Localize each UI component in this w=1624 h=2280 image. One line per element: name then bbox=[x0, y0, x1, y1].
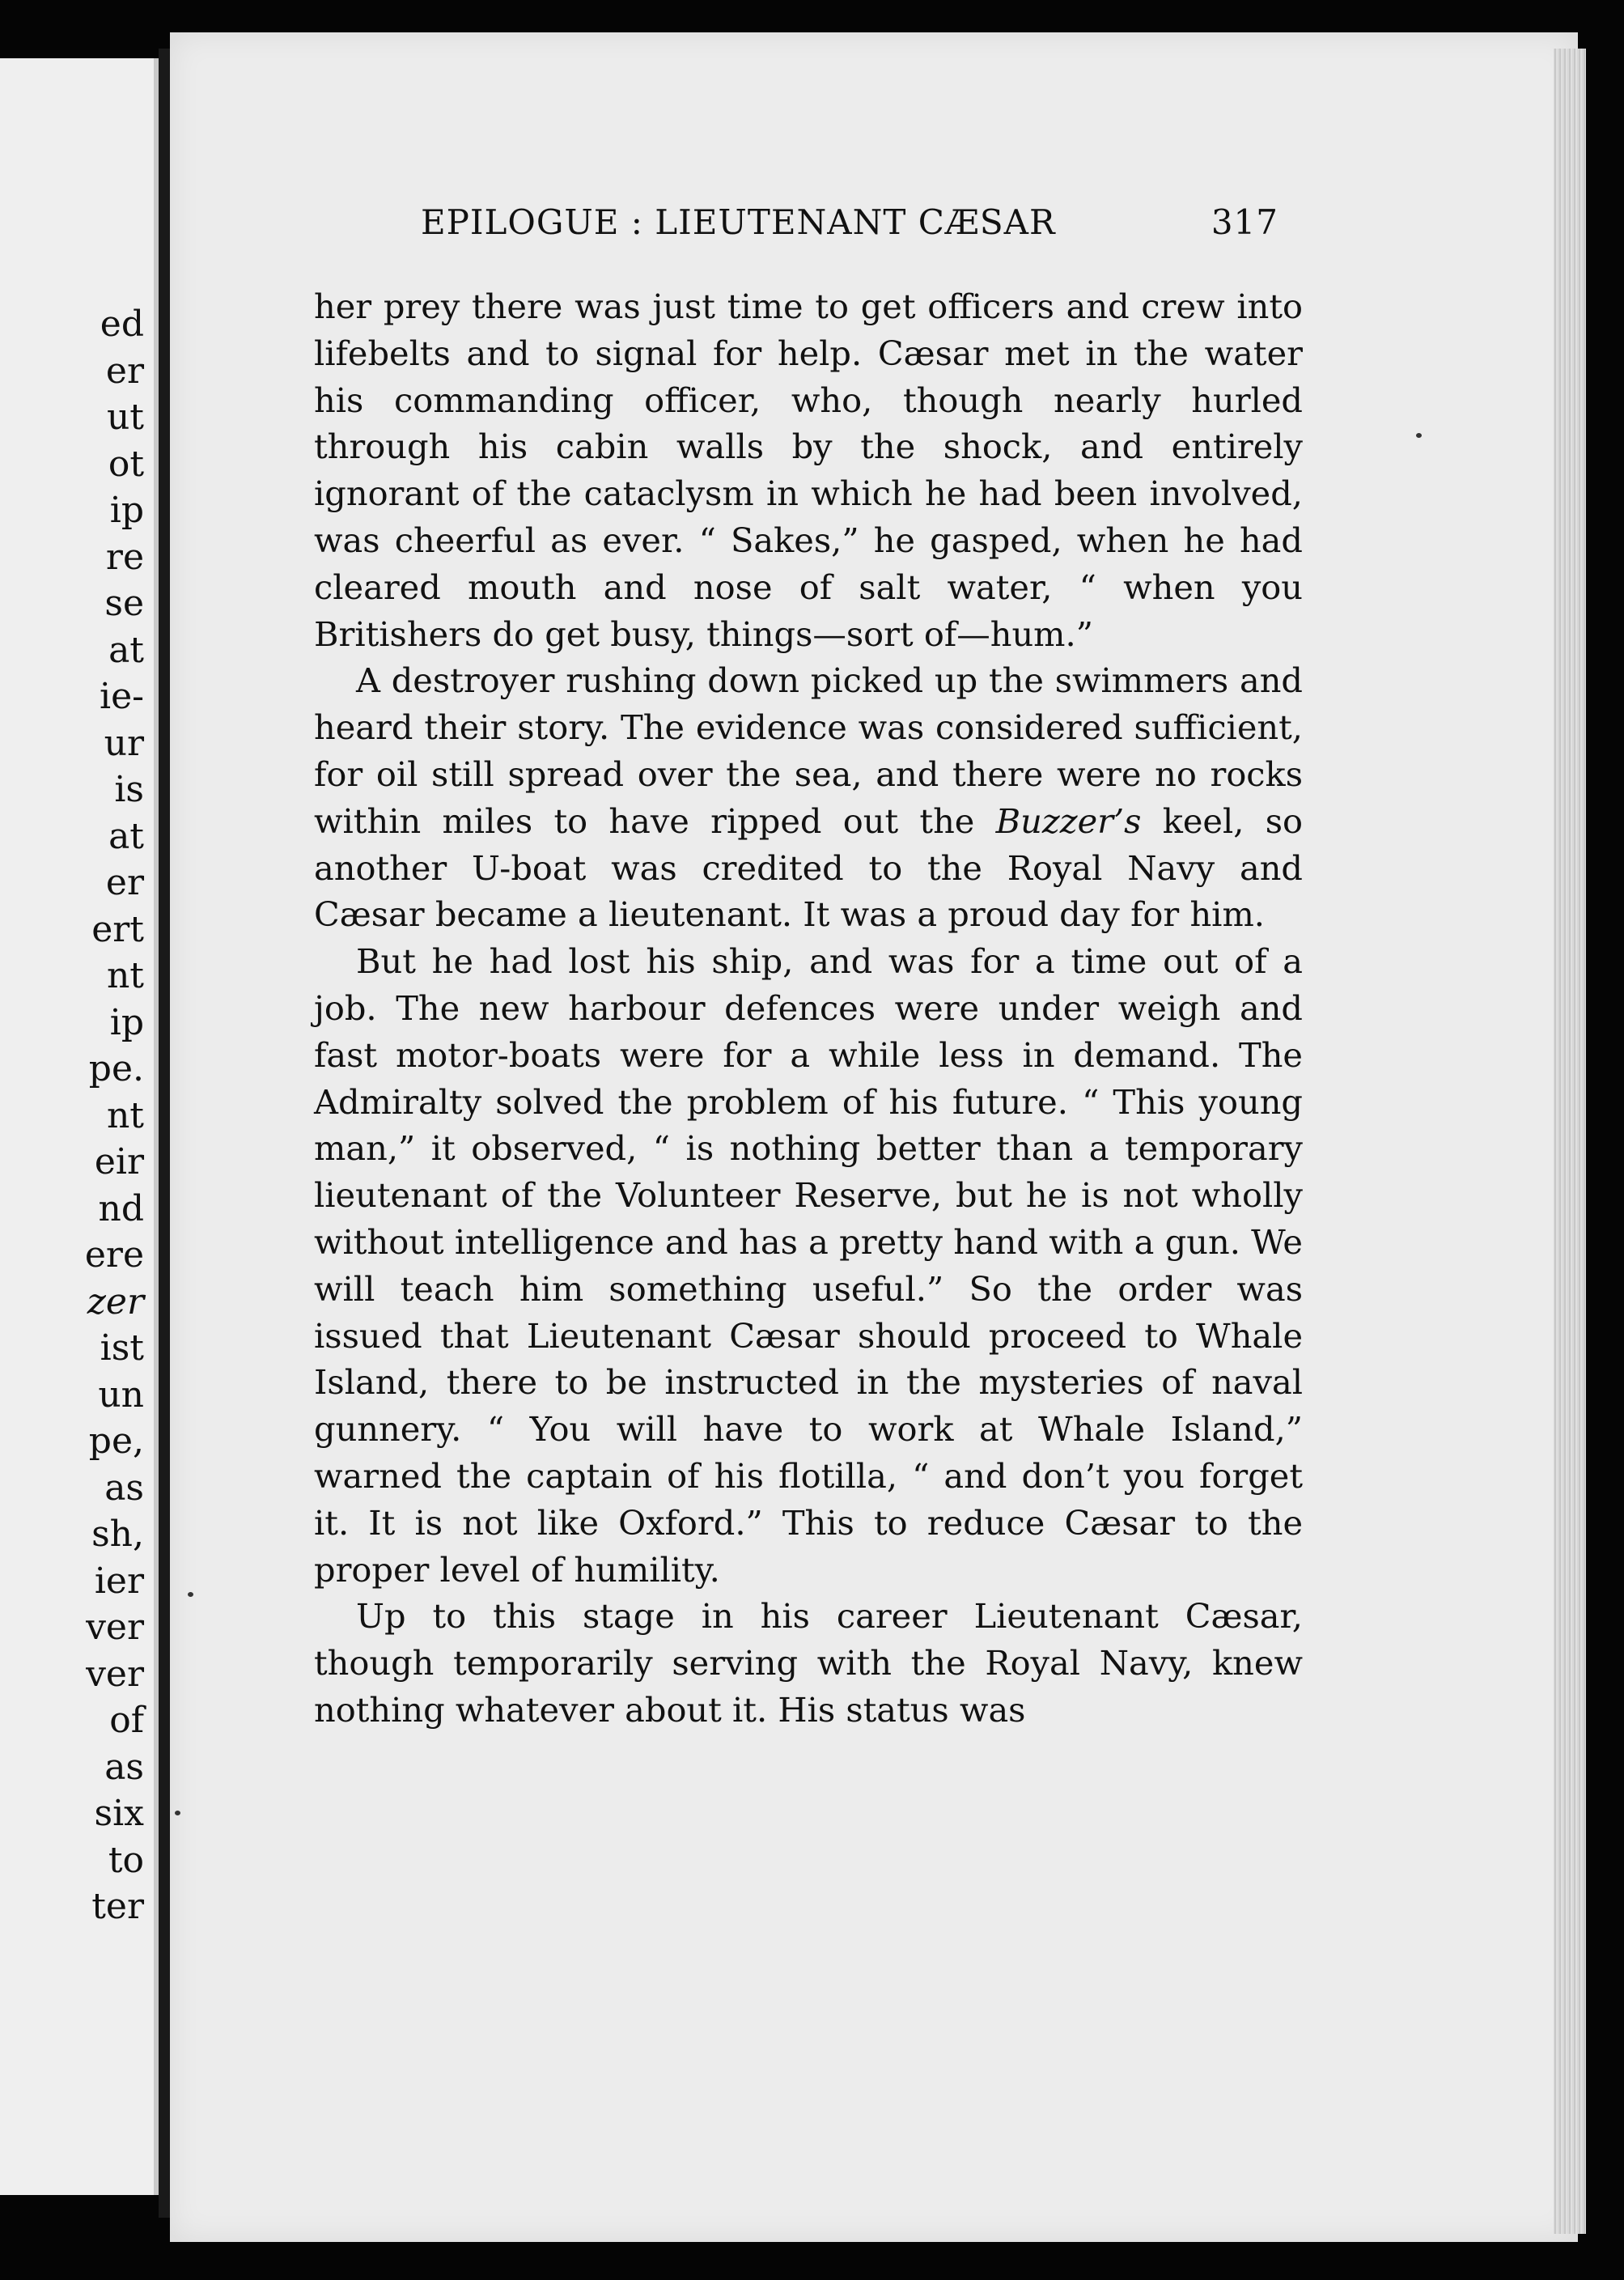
left-fragment: er bbox=[105, 862, 144, 903]
left-fragment: ed bbox=[100, 304, 144, 345]
left-fragment: nt bbox=[106, 1094, 144, 1136]
left-fragment: ver bbox=[86, 1607, 144, 1648]
ship-name: Buzzer’s bbox=[995, 800, 1142, 841]
running-head-title: EPILOGUE : LIEUTENANT CÆSAR bbox=[421, 202, 1056, 242]
left-fragment: sh, bbox=[91, 1514, 144, 1555]
left-fragment: eir bbox=[94, 1141, 144, 1182]
page-edge-stack bbox=[1554, 49, 1586, 2234]
left-fragment: is bbox=[114, 769, 144, 810]
left-fragment: ip bbox=[109, 490, 144, 531]
page-number: 317 bbox=[1211, 202, 1278, 242]
paragraph bbox=[314, 657, 1303, 938]
left-fragment: ver bbox=[86, 1653, 144, 1695]
paragraph: Up to this stage in his career Lieutenant Cæsar, though temporarily serving with the Royal Navy, knew nothing whatever about it. His status was bbox=[314, 1596, 1303, 1730]
body-text bbox=[314, 283, 1303, 1734]
paragraph: her prey there was just time to get officers and crew into lifebelts and to signal for help. Cæsar met in the water his commanding officer, who, though nearly hurled through his cabin walls by the shock, and entirely ignorant of the cataclysm in which he had been involved, was cheerful as ever. “ Sakes,” he gasped, when he had cleared mouth and nose of salt water, “ when you Britishers do get busy, things—sort of—hum.” bbox=[314, 287, 1303, 654]
left-fragment: ter bbox=[91, 1886, 144, 1927]
left-fragment: ier bbox=[94, 1560, 144, 1602]
left-fragment: nt bbox=[106, 955, 144, 996]
running-head bbox=[421, 202, 1278, 242]
left-fragment: er bbox=[105, 350, 144, 392]
left-fragment: ie- bbox=[100, 676, 144, 717]
left-fragment: pe, bbox=[88, 1420, 144, 1462]
left-fragment: ot bbox=[108, 443, 144, 485]
paragraph-text: A destroyer rushing down picked up the swimmers and heard their story. The evidence was considered sufficient, for oil still spread over the sea, and there were no rocks within miles to have ripped out the bbox=[314, 660, 1303, 841]
paragraph-text: keel, so another U-boat was credited to the Royal Navy and Cæsar became a lieutenant. It was a proud day for him. bbox=[314, 800, 1303, 935]
left-fragment: ip bbox=[109, 1001, 144, 1043]
left-fragment: zer bbox=[87, 1280, 144, 1323]
left-fragment: un bbox=[98, 1374, 144, 1416]
left-fragment: as bbox=[104, 1746, 144, 1788]
scan-speck bbox=[188, 1592, 193, 1597]
left-fragment: ut bbox=[106, 397, 144, 438]
left-fragment: as bbox=[104, 1467, 144, 1509]
left-fragment: of bbox=[109, 1700, 144, 1741]
left-fragment: ur bbox=[104, 722, 144, 764]
left-fragment: at bbox=[108, 629, 144, 671]
left-fragment: ere bbox=[84, 1234, 144, 1276]
left-fragment: re bbox=[105, 536, 144, 578]
left-page-edge bbox=[0, 58, 159, 2195]
scan-speck bbox=[175, 1811, 180, 1815]
left-fragment: nd bbox=[98, 1187, 144, 1229]
left-fragment: ist bbox=[100, 1327, 144, 1369]
scan-speck bbox=[1416, 433, 1422, 438]
paragraph: But he had lost his ship, and was for a time out of a job. The new harbour defences were under weigh and fast motor-boats were for a while less in demand. The Admiralty solved the problem of his future. “ This young man,” it observed, “ is nothing better than a temporary lieutenant of the Volunteer Reserve, but he is not wholly without intelligence and has a pretty hand with a gun. We will teach him something useful.” So the order was issued that Lieutenant Cæsar should proceed to Whale Island, there to be instructed in the mysteries of naval gunnery. “ You will have to work at Whale Island,” warned the captain of his flotilla, “ and don’t you forget it. It is not like Oxford.” This to reduce Cæsar to the proper level of humility. bbox=[314, 941, 1303, 1590]
left-fragment: at bbox=[108, 815, 144, 857]
left-fragment: se bbox=[104, 583, 144, 624]
left-fragment: pe. bbox=[88, 1048, 144, 1089]
left-fragment: ert bbox=[91, 908, 144, 950]
left-fragment: six bbox=[94, 1793, 144, 1834]
left-fragment: to bbox=[108, 1839, 144, 1881]
left-page-text-fragments bbox=[0, 301, 144, 1930]
